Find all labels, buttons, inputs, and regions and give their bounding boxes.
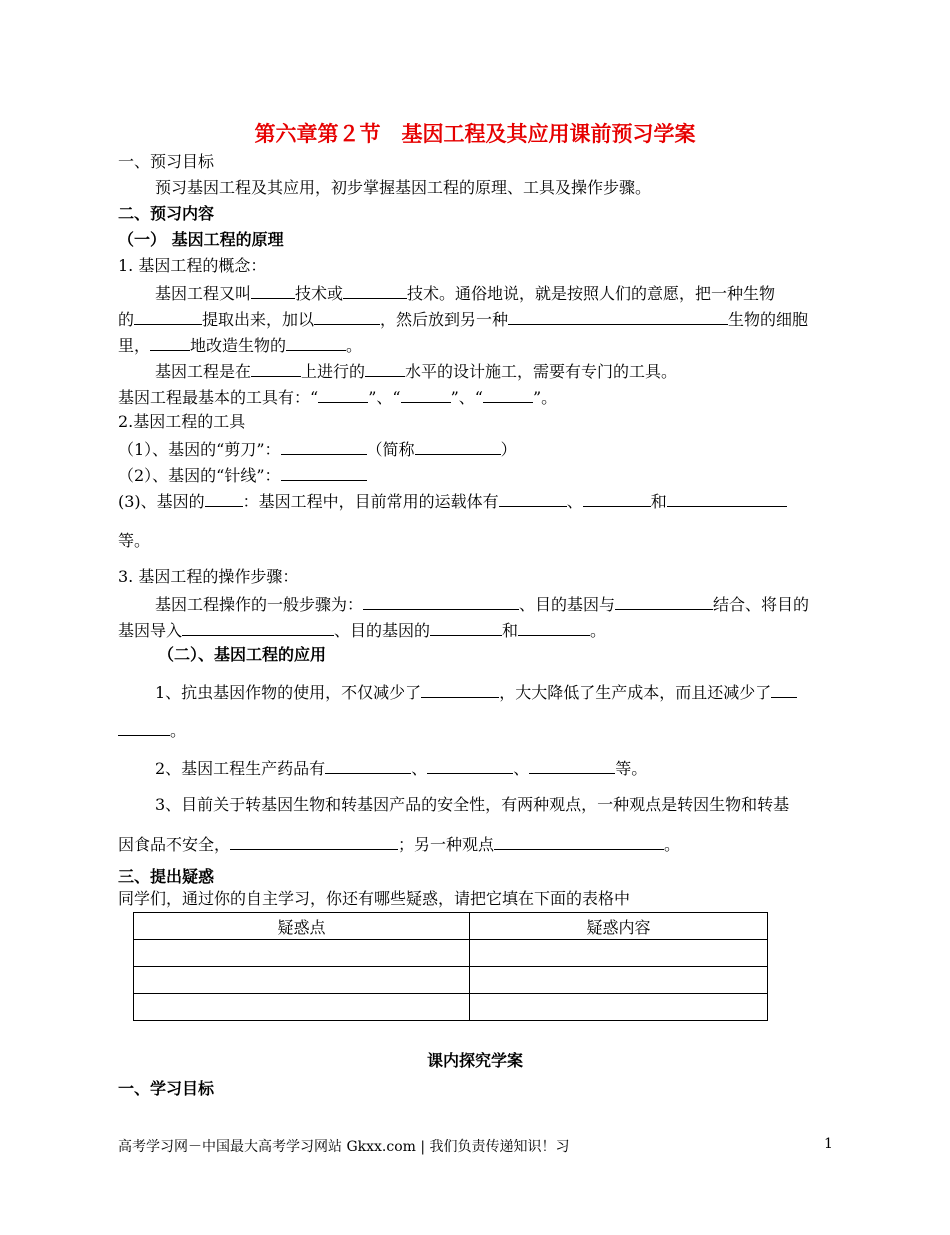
tool1-line: （1）、基因的“剪刀”： （简称 ） <box>118 437 517 461</box>
column-header-doubt: 疑惑点 <box>134 913 470 940</box>
blank[interactable] <box>325 756 411 774</box>
concept-line2: 的 提取出来，加以 ，然后放到另一种 生物的细胞 <box>118 307 808 331</box>
blank[interactable] <box>281 437 367 455</box>
blank[interactable] <box>615 592 713 610</box>
blank[interactable] <box>365 359 405 377</box>
footer-text: 高考学习网－中国最大高考学习网站 Gkxx.com | 我们负责传递知识！习 <box>118 1139 570 1155</box>
page-title: 第六章第２节 基因工程及其应用课前预习学案 <box>254 121 696 146</box>
tool3-line-end: 等。 <box>118 531 151 550</box>
table-row <box>134 967 768 994</box>
blank[interactable] <box>483 385 533 403</box>
concept-line1: 基因工程又叫 技术或 技术。通俗地说，就是按照人们的意愿，把一种生物 <box>155 281 775 305</box>
blank[interactable] <box>430 618 502 636</box>
tool2-line: （2）、基因的“针线”： <box>118 463 367 487</box>
blank[interactable] <box>499 489 567 507</box>
blank[interactable] <box>494 832 664 850</box>
table-header-row <box>134 913 768 940</box>
section3-heading: 三、提出疑惑 <box>118 867 215 886</box>
column-header-content: 疑惑内容 <box>470 913 768 940</box>
blank[interactable] <box>427 756 513 774</box>
blank[interactable] <box>508 307 728 325</box>
subsection1-heading: （一） 基因工程的原理 <box>118 230 284 249</box>
blank[interactable] <box>583 489 651 507</box>
basic-tools-line: 基因工程最基本的工具有：“ ”、“ ”、“ ”。 <box>118 385 557 409</box>
steps-line2: 基因导入 、目的基因的 和 。 <box>118 618 606 642</box>
application1-line: 1、抗虫基因作物的使用，不仅减少了 ，大大降低了生产成本，而且还减少了 <box>155 680 797 704</box>
item2-heading: 2.基因工程的工具 <box>118 412 246 431</box>
blank[interactable] <box>251 359 301 377</box>
page-number: 1 <box>824 1136 833 1152</box>
section1-heading: 一、预习目标 <box>118 152 215 171</box>
application3-line: 3、目前关于转基因生物和转基因产品的安全性，有两种观点，一种观点是转因生物和转基 <box>155 795 790 814</box>
blank[interactable] <box>134 307 202 325</box>
section3-text: 同学们，通过你的自主学习，你还有哪些疑惑，请把它填在下面的表格中 <box>118 889 631 908</box>
concept-line4: 基因工程是在 上进行的 水平的设计施工，需要有专门的工具。 <box>155 359 677 383</box>
blank[interactable] <box>182 618 334 636</box>
section1-text: 预习基因工程及其应用，初步掌握基因工程的原理、工具及操作步骤。 <box>155 178 652 197</box>
blank[interactable] <box>318 385 368 403</box>
blank[interactable] <box>529 756 615 774</box>
blank[interactable] <box>314 307 380 325</box>
application2-line: 2、基因工程生产药品有 、 、 等。 <box>155 756 647 780</box>
table-cell[interactable] <box>470 994 768 1021</box>
doubts-table <box>133 912 768 1021</box>
blank[interactable] <box>421 680 499 698</box>
blank[interactable] <box>230 832 398 850</box>
table-cell[interactable] <box>470 940 768 967</box>
section2-heading: 二、预习内容 <box>118 204 215 223</box>
table-cell[interactable] <box>134 967 470 994</box>
blank[interactable] <box>518 618 590 636</box>
blank[interactable] <box>401 385 451 403</box>
blank[interactable] <box>415 437 501 455</box>
table-cell[interactable] <box>134 940 470 967</box>
item3-heading: 3. 基因工程的操作步骤： <box>118 567 299 586</box>
item1-heading: 1. 基因工程的概念： <box>118 256 267 275</box>
blank[interactable] <box>343 281 407 299</box>
tool3-line: (3)、基因的 ：基因工程中，目前常用的运载体有 、 和 <box>118 489 787 513</box>
table-row <box>134 994 768 1021</box>
blank[interactable] <box>281 463 367 481</box>
table-row <box>134 940 768 967</box>
steps-line1: 基因工程操作的一般步骤为： 、目的基因与 结合、将目的 <box>155 592 809 616</box>
blank[interactable] <box>286 333 346 351</box>
blank[interactable] <box>118 718 170 736</box>
blank[interactable] <box>771 680 797 698</box>
application1-line2: 。 <box>118 718 186 742</box>
application3-line2: 因食品不安全， ；另一种观点 。 <box>118 832 680 856</box>
blank[interactable] <box>251 281 295 299</box>
subsection2-heading: （二）、基因工程的应用 <box>158 645 327 664</box>
blank[interactable] <box>205 489 243 507</box>
concept-line3: 里， 地改造生物的 。 <box>118 333 362 357</box>
section4-heading: 一、学习目标 <box>118 1079 215 1098</box>
section4-title: 课内探究学案 <box>426 1051 523 1070</box>
table-cell[interactable] <box>134 994 470 1021</box>
table-cell[interactable] <box>470 967 768 994</box>
blank[interactable] <box>667 489 787 507</box>
blank[interactable] <box>363 592 519 610</box>
blank[interactable] <box>150 333 190 351</box>
